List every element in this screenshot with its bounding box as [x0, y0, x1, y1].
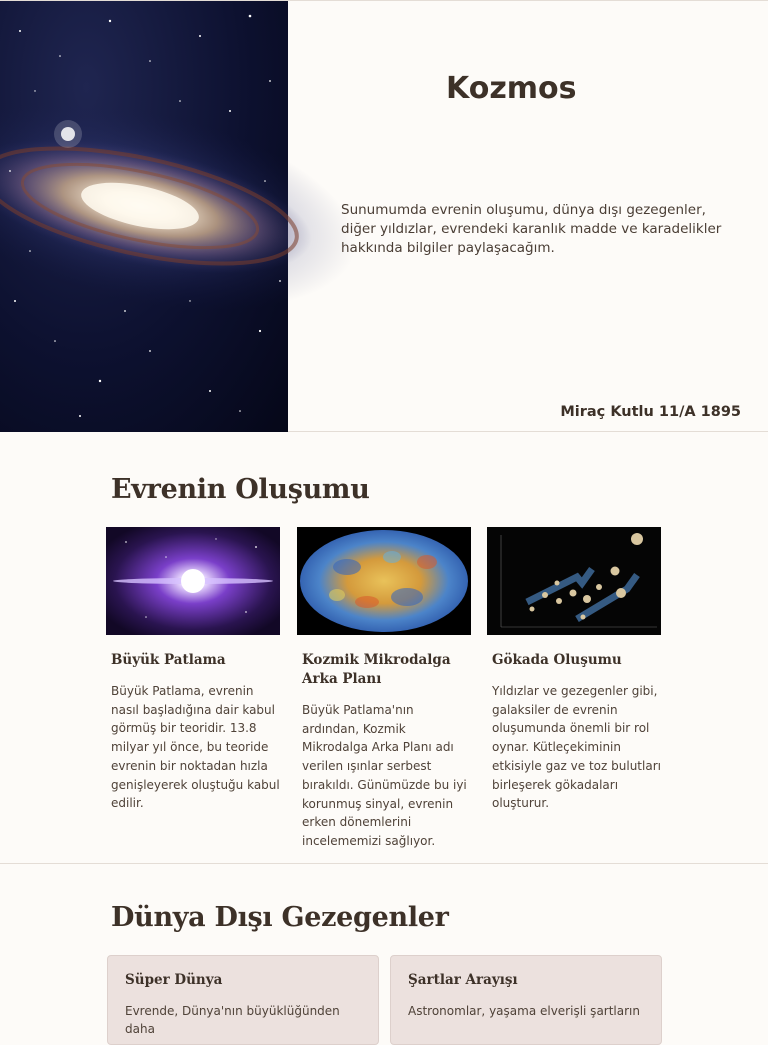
universe-formation-section — [0, 432, 768, 864]
box-title: Şartlar Arayışı — [408, 972, 518, 988]
galaxy-formation-image — [487, 527, 661, 635]
card-text: Büyük Patlama'nın ardından, Kozmik Mikrodalga Arka Planı adı verilen ışınlar serbest bırakıldı. Günümüzde bu iyi korunmuş sinyal, evrenin erken dönemlerini incelememizi sağlıyor. — [302, 703, 467, 848]
big-bang-image — [106, 527, 280, 635]
card-galaxy-formation — [487, 527, 661, 813]
author-label: Miraç Kutlu 11/A 1895 — [560, 404, 741, 420]
presentation-description: Sunumumda evrenin oluşumu, dünya dışı gezegenler, diğer yıldızlar, evrendeki karanlık madde ve karadelikler hakkında bilgiler paylaşacağım. — [341, 202, 722, 256]
card-text: Büyük Patlama, evrenin nasıl başladığına dair kabul görmüş bir teoridir. 13.8 milyar yıl önce, bu teoride evrenin bir noktadan hızla genişleyerek oluştuğu kabul edilir. — [111, 684, 280, 811]
galaxy-graphic — [0, 1, 288, 432]
card-text: Yıldızlar ve gezegenler gibi, galaksiler de evrenin oluşumunda önemli bir rol oynar. Kütleçekiminin etkisiyle gaz ve toz bulutları birleşerek gökadaları oluşturur. — [492, 684, 661, 811]
info-box-super-earth — [107, 955, 379, 1045]
hero-slide — [0, 0, 768, 432]
box-title: Süper Dünya — [125, 972, 223, 988]
info-box-conditions — [390, 955, 662, 1045]
card-big-bang — [106, 527, 280, 813]
presentation-title: Kozmos — [446, 71, 577, 106]
box-text: Evrende, Dünya'nın büyüklüğünden daha — [125, 1004, 340, 1036]
exoplanets-section — [0, 864, 768, 1036]
galaxy-image — [0, 1, 288, 432]
section-title: Dünya Dışı Gezegenler — [111, 902, 449, 933]
card-title: Gökada Oluşumu — [492, 652, 622, 668]
section-title: Evrenin Oluşumu — [111, 474, 370, 505]
card-title: Büyük Patlama — [111, 652, 226, 668]
card-cmb — [297, 527, 471, 851]
cmb-map-image — [297, 527, 471, 635]
card-title: Kozmik Mikrodalga Arka Planı — [302, 652, 451, 687]
box-text: Astronomlar, yaşama elverişli şartların — [408, 1004, 640, 1018]
